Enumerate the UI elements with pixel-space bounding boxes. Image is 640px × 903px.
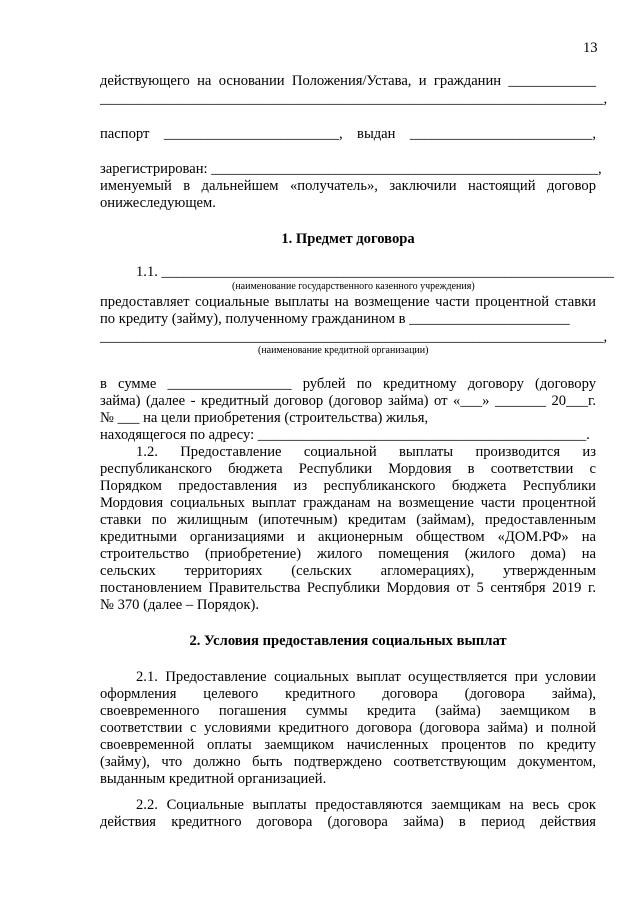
text-line: паспорт ________________________, выдан _________________________, bbox=[100, 126, 596, 142]
text-line: сельских территориях (сельских агломерациях), утвержденным bbox=[100, 563, 596, 579]
text-line: онижеследующем. bbox=[100, 195, 216, 211]
text-line: именуемый в дальнейшем «получатель», заключили настоящий договор bbox=[100, 178, 596, 194]
text-line: действия кредитного договора (договора займа) в период действия bbox=[100, 814, 596, 830]
text-line: республиканского бюджета Республики Мордовия в соответствии с bbox=[100, 461, 596, 477]
section-1-heading: 1. Предмет договора bbox=[281, 231, 415, 247]
caption-credit-org: (наименование кредитной организации) bbox=[258, 345, 429, 356]
text-line: 2.1. Предоставление социальных выплат осуществляется при условии bbox=[136, 669, 596, 685]
text-line: действующего на основании Положения/Устава, и гражданин ____________ bbox=[100, 73, 596, 89]
text-line: в сумме _________________ рублей по кредитному договору (договору bbox=[100, 376, 596, 392]
text-line: № 370 (далее – Порядок). bbox=[100, 597, 259, 613]
text-line: зарегистрирован: _____________________________________________________, bbox=[100, 161, 602, 177]
text-line: своевременной оплаты заемщиком начисленных процентов по кредиту bbox=[100, 737, 596, 753]
text-line: оформления целевого кредитного договора (договора займа), bbox=[100, 686, 596, 702]
text-line: _____________________________________________________________________, bbox=[100, 329, 608, 345]
text-line: 2.2. Социальные выплаты предоставляются заемщикам на весь срок bbox=[136, 797, 596, 813]
text-line: по кредиту (займу), полученному гражданином в ______________________ bbox=[100, 311, 570, 327]
caption-institution: (наименование государственного казенного учреждения) bbox=[232, 281, 475, 292]
text-line: Мордовия социальных выплат гражданам на возмещение части процентной bbox=[100, 495, 596, 511]
text-line: строительство (приобретение) жилого помещения (жилого дома) на bbox=[100, 546, 596, 562]
section-2-heading: 2. Условия предоставления социальных выплат bbox=[189, 633, 507, 649]
text-line: постановлением Правительства Республики Мордовия от 5 сентября 2019 г. bbox=[100, 580, 596, 596]
text-line: (займу), что должно быть подтверждено соответствующим документом, bbox=[100, 754, 596, 770]
text-line: _____________________________________________________________________, bbox=[100, 91, 608, 107]
clause-1-1-first-line: 1.1. ______________________________________________________________ bbox=[136, 264, 614, 280]
text-line: своевременного погашения суммы кредита (займа) заемщиком в bbox=[100, 703, 596, 719]
text-line: ставки по жилищным (ипотечным) кредитам (займам), предоставленным bbox=[100, 512, 596, 528]
text-line: выданным кредитной организацией. bbox=[100, 771, 327, 787]
text-line: № ___ на цели приобретения (строительства) жилья, bbox=[100, 410, 429, 426]
text-line: предоставляет социальные выплаты на возмещение части процентной ставки bbox=[100, 294, 596, 310]
page-number: 13 bbox=[583, 40, 598, 56]
text-line: 1.2. Предоставление социальной выплаты производится из bbox=[136, 444, 596, 460]
text-line: находящегося по адресу: _____________________________________________. bbox=[100, 427, 590, 443]
text-line: кредитными организациями и акционерным обществом «ДОМ.РФ» на bbox=[100, 529, 596, 545]
text-line: Порядком предоставления из республиканского бюджета Республики bbox=[100, 478, 596, 494]
text-line: займа) (далее - кредитный договор (договор займа) от «___» _______ 20___г. bbox=[100, 393, 596, 409]
text-line: соответствии с условиями кредитного договора (договора займа) и полной bbox=[100, 720, 596, 736]
